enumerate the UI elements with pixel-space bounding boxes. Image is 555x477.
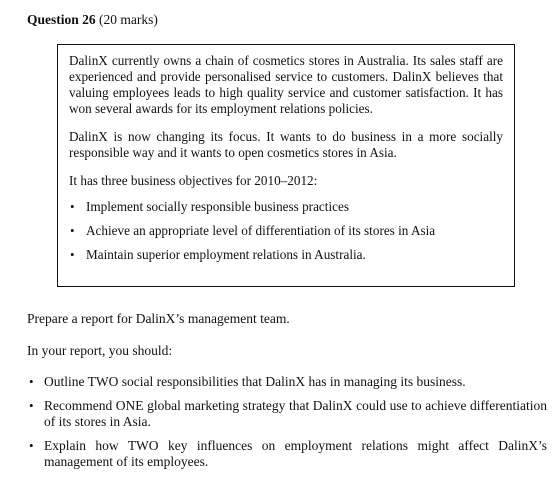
task-text: Outline TWO social responsibilities that DalinX has in managing its business. (44, 374, 466, 389)
report-lead-in: In your report, you should: (27, 343, 173, 358)
case-paragraph-focus: DalinX is now changing its focus. It wants to do business in a more socially responsible way and it wants to open cosmetics stores in Asia. (69, 129, 503, 160)
task-item (27, 374, 547, 390)
task-text: Recommend ONE global marketing strategy that DalinX could use to achieve differentiation of its stores in Asia. (44, 398, 547, 429)
objective-text: Achieve an appropriate level of differentiation of its stores in Asia (86, 223, 436, 238)
case-study-box (57, 44, 515, 287)
bullet-icon: • (29, 438, 34, 453)
objective-item (69, 199, 503, 215)
question-marks: (20 marks) (99, 12, 158, 27)
bullet-icon: • (70, 223, 75, 238)
task-item (27, 438, 547, 470)
case-paragraph-objectives-lead: It has three business objectives for 2010–2012: (69, 173, 318, 188)
objective-item (69, 223, 503, 239)
task-list (27, 374, 547, 470)
objective-text: Maintain superior employment relations in Australia. (86, 247, 366, 262)
report-prompt: Prepare a report for DalinX’s management team. (27, 311, 290, 326)
question-number: Question 26 (27, 12, 96, 27)
case-paragraph-intro: DalinX currently owns a chain of cosmetics stores in Australia. Its sales staff are experienced and provide personalised service to customers. DalinX believes that valuing employees leads to high quality service and customer satisfaction. It has won several awards for its employment relations policies. (69, 53, 503, 116)
objectives-list (69, 199, 503, 263)
task-text: Explain how TWO key influences on employment relations might affect DalinX’s management of its employees. (44, 438, 547, 469)
objective-text: Implement socially responsible business practices (86, 199, 349, 214)
bullet-icon: • (29, 374, 34, 389)
bullet-icon: • (70, 199, 75, 214)
bullet-icon: • (29, 398, 34, 413)
question-heading (27, 12, 158, 28)
objective-item (69, 247, 503, 263)
bullet-icon: • (70, 247, 75, 262)
task-item (27, 398, 547, 430)
